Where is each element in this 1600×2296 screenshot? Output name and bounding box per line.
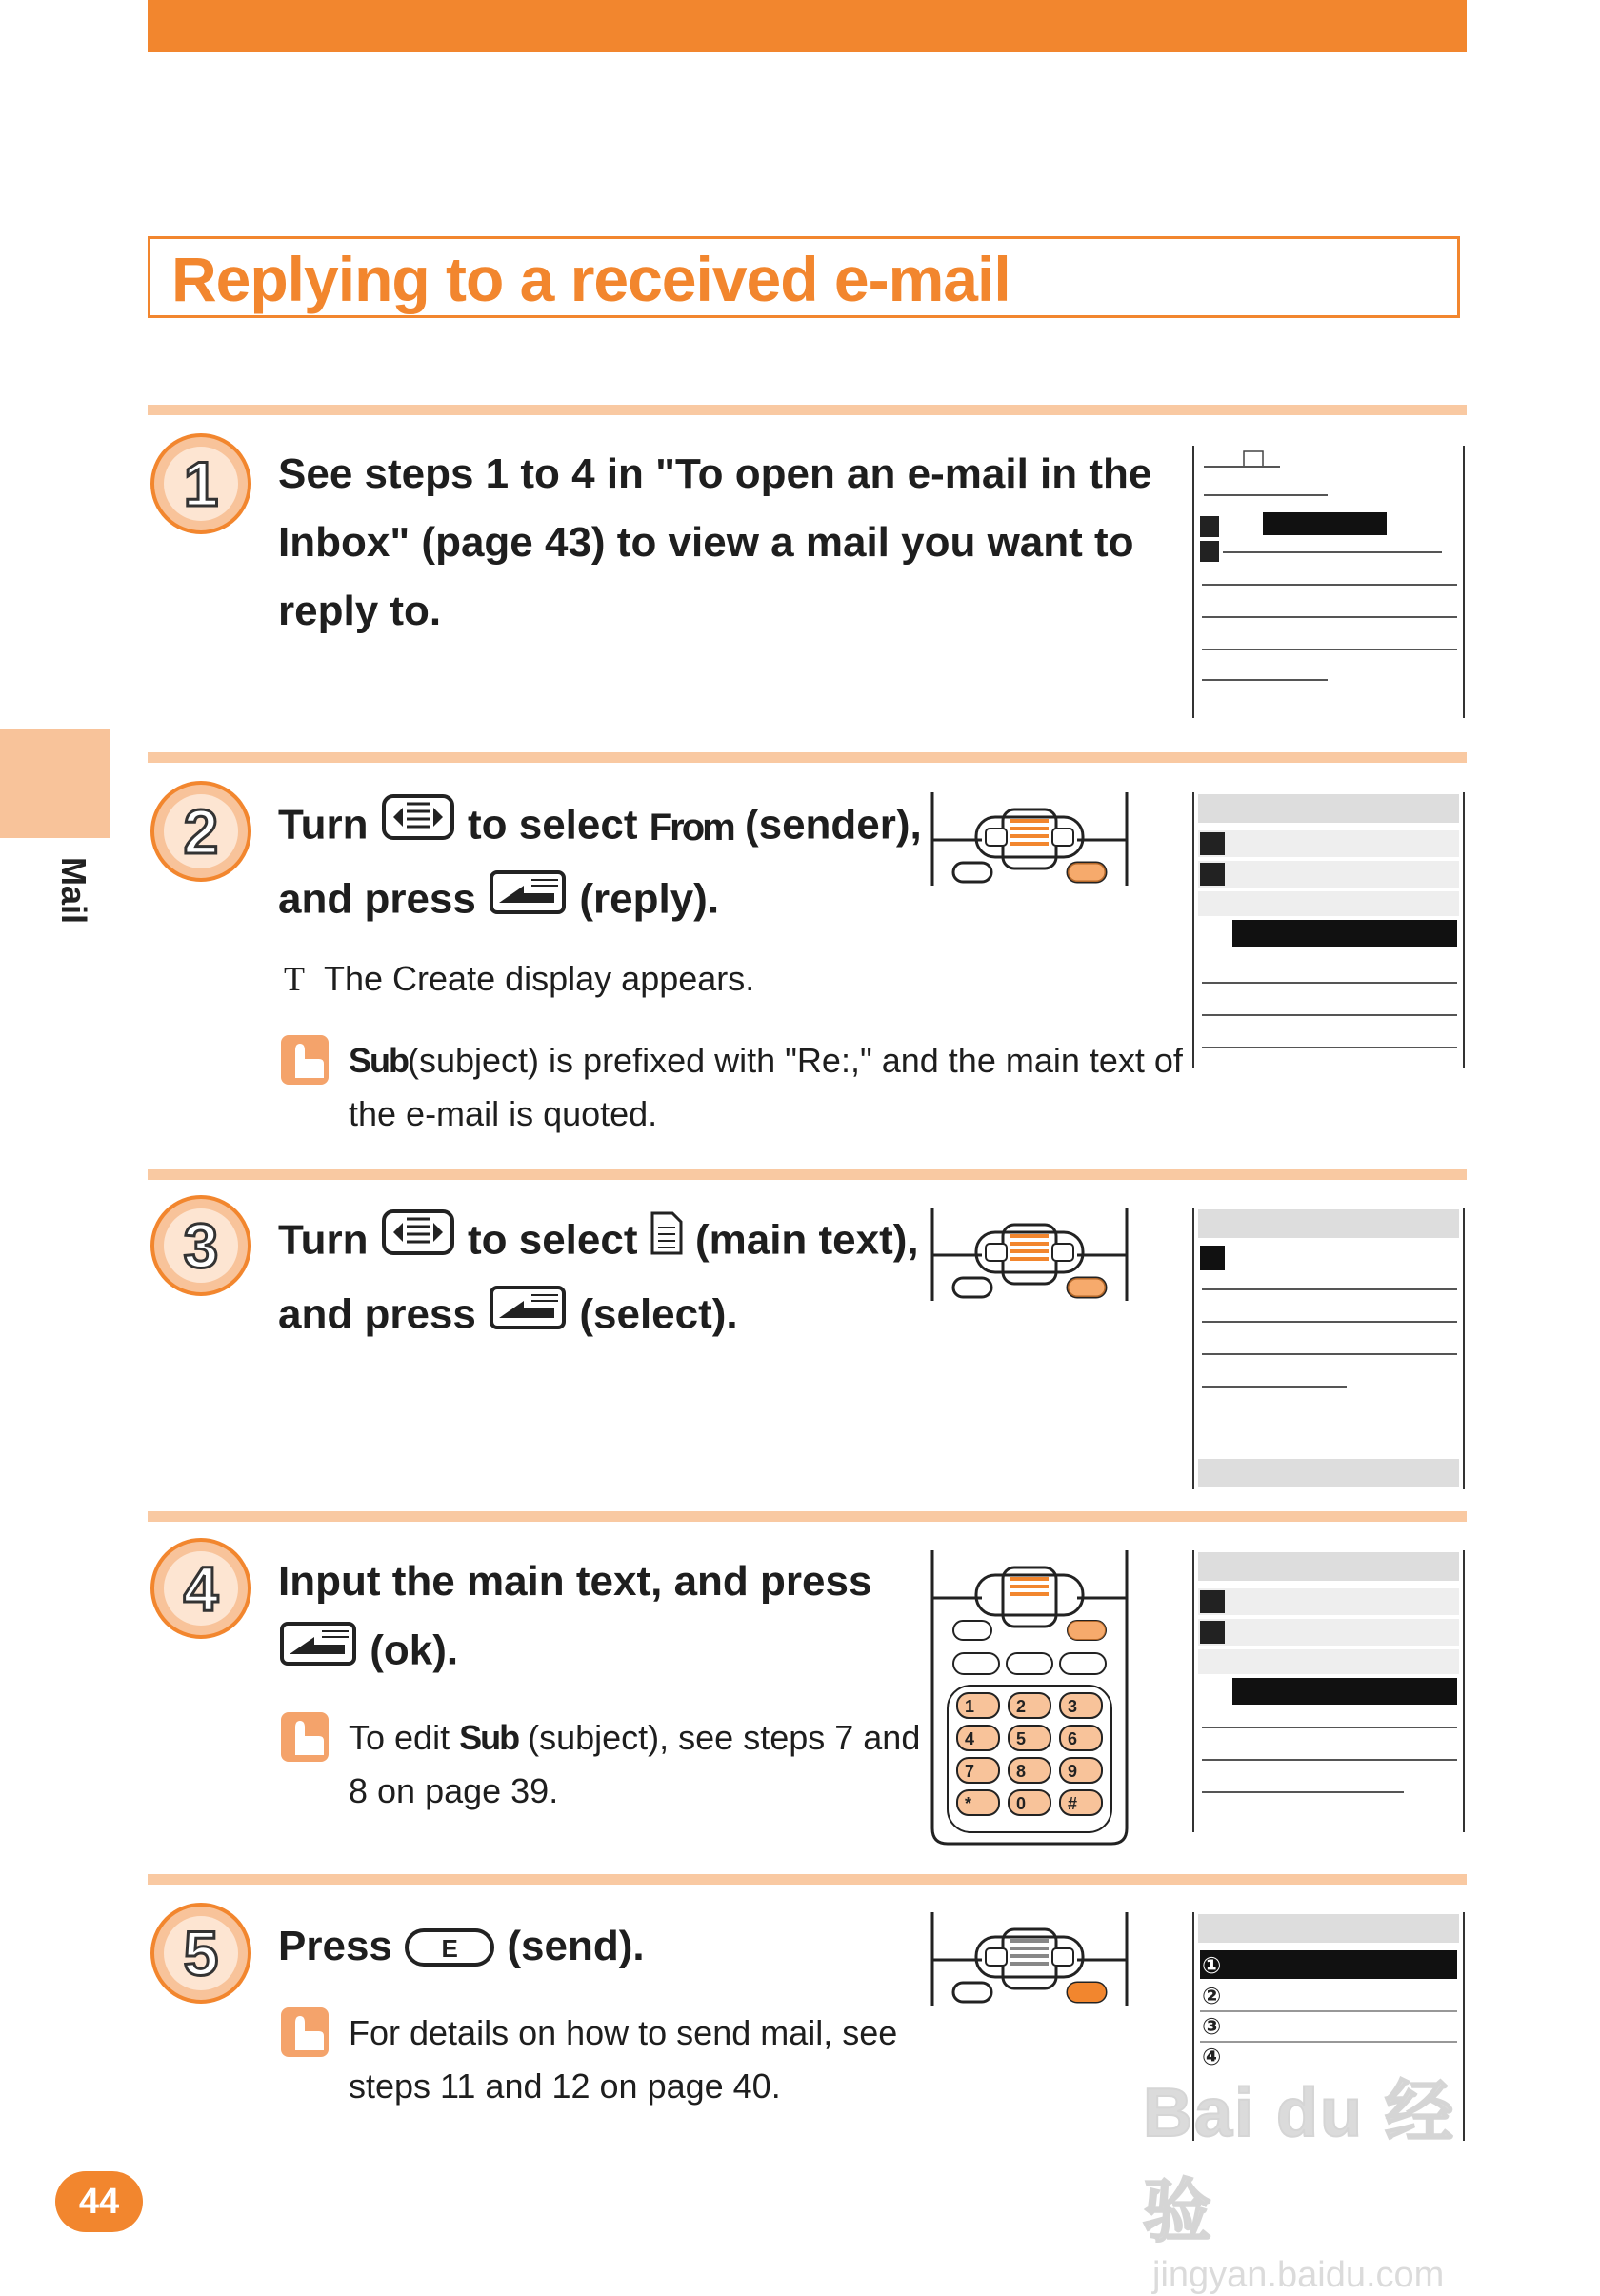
navigation-wheel-icon xyxy=(380,1206,456,1280)
ok-key-icon xyxy=(278,1616,358,1690)
step-number: 3 xyxy=(150,1195,251,1296)
svg-text:6: 6 xyxy=(1068,1729,1078,1748)
page-number-badge: 44 xyxy=(55,2171,143,2232)
phone-keypad-illustration xyxy=(929,1550,1130,1847)
step-3-text: Turn to select (main text), and press (select). xyxy=(278,1206,919,1354)
svg-text:7: 7 xyxy=(965,1762,975,1781)
svg-text:②: ② xyxy=(1202,1983,1222,2009)
svg-text:5: 5 xyxy=(1016,1729,1027,1748)
separator xyxy=(148,1169,1467,1180)
svg-text:④: ④ xyxy=(1202,2044,1222,2070)
reply-key-icon xyxy=(488,865,568,939)
side-label xyxy=(55,857,93,933)
svg-text:*: * xyxy=(965,1794,972,1813)
hand-note-icon xyxy=(281,2007,329,2057)
step-number: 5 xyxy=(150,1903,251,2004)
page-title: Replying to a received e-mail xyxy=(171,244,1010,314)
svg-text:2: 2 xyxy=(1016,1697,1027,1716)
hand-note-icon xyxy=(281,1712,329,1762)
document-icon xyxy=(650,1208,684,1277)
side-label-text: Mail xyxy=(54,857,93,925)
phone-screen-main-text xyxy=(1192,1208,1465,1489)
step-4-note: To edit Sub (subject), see steps 7 and 8 on page 39. xyxy=(349,1718,921,1810)
svg-text:①: ① xyxy=(1202,1952,1222,1979)
step-5-text: Press E (send). xyxy=(278,1912,645,1981)
svg-text:#: # xyxy=(1068,1794,1078,1813)
hand-note-icon xyxy=(281,1035,329,1085)
svg-text:③: ③ xyxy=(1202,2013,1222,2040)
step-number: 2 xyxy=(150,781,251,882)
step-2-text: Turn to select From (sender), and press (reply). xyxy=(278,790,922,939)
phone-keys-illustration xyxy=(929,1208,1130,1314)
step-4-text: Input the main text, and press (ok). xyxy=(278,1547,871,1690)
phone-screen-inbox xyxy=(1192,446,1465,718)
svg-text:0: 0 xyxy=(1016,1794,1027,1813)
svg-text:9: 9 xyxy=(1068,1762,1078,1781)
step-number: 1 xyxy=(150,433,251,534)
step-2-note: Sub(subject) is prefixed with "Re:," and the main text of the e-mail is quoted. xyxy=(349,1041,1183,1133)
svg-text:4: 4 xyxy=(965,1729,975,1748)
separator xyxy=(148,1511,1467,1522)
step-2-bullet: T The Create display appears. xyxy=(284,959,755,998)
step-1-text: See steps 1 to 4 in "To open an e-mail in the Inbox" (page 43) to view a mail you want to reply to. xyxy=(278,450,1152,634)
svg-text:8: 8 xyxy=(1016,1762,1027,1781)
step-number: 4 xyxy=(150,1538,251,1639)
from-icon: From xyxy=(649,807,733,849)
top-orange-bar xyxy=(148,0,1467,52)
send-key-icon: E xyxy=(404,1925,495,1972)
phone-screen-input xyxy=(1192,1550,1465,1832)
select-key-icon xyxy=(488,1280,568,1354)
section-title-box xyxy=(148,236,1460,318)
separator xyxy=(148,752,1467,763)
step-5-note: For details on how to send mail, see steps 11 and 12 on page 40. xyxy=(349,2013,898,2106)
separator xyxy=(148,1874,1467,1885)
side-tab xyxy=(0,729,110,838)
baidu-watermark: Bai du 经验 jingyan.baidu.com xyxy=(1143,2075,1456,2295)
svg-text:1: 1 xyxy=(965,1697,975,1716)
phone-keys-illustration xyxy=(929,1912,1130,2019)
svg-text:3: 3 xyxy=(1068,1697,1078,1716)
navigation-wheel-icon xyxy=(380,790,456,865)
separator xyxy=(148,405,1467,415)
phone-keys-illustration xyxy=(929,792,1130,899)
phone-screen-create xyxy=(1192,792,1465,1068)
